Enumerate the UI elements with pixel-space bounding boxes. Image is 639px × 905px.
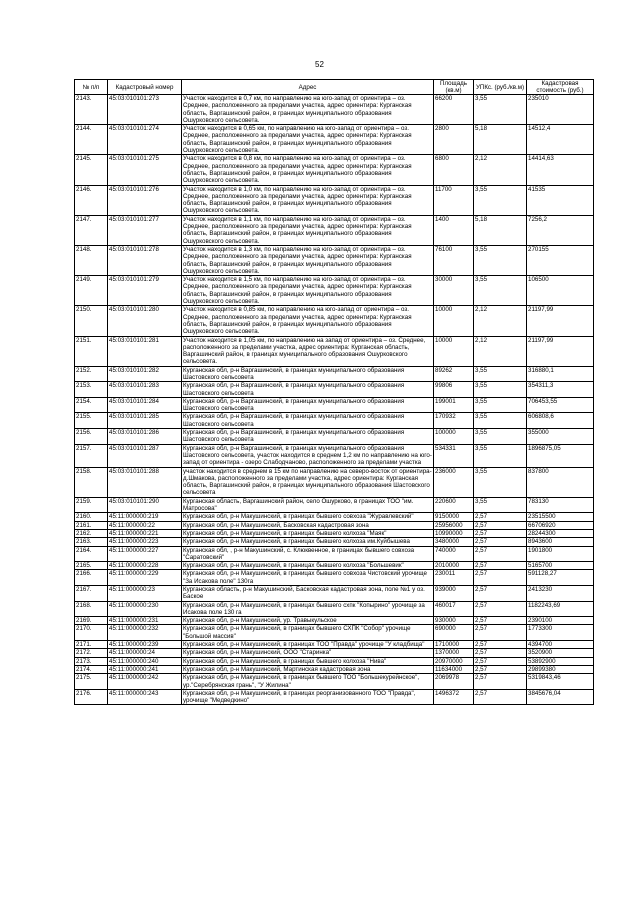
table-row bbox=[75, 570, 594, 586]
cell-num: 2173. bbox=[75, 657, 108, 665]
table-row bbox=[75, 649, 594, 657]
cell-address: Курганская обл, р-н Макушинский, в границах бывшего колхоза им.Куйбышева bbox=[182, 538, 434, 546]
cell-upks: 3,55 bbox=[474, 366, 527, 382]
cell-upks: 3,55 bbox=[474, 382, 527, 398]
cell-num: 2146. bbox=[75, 185, 108, 215]
cell-cadastral-number: 45:03:010101:284 bbox=[108, 397, 182, 413]
cell-num: 2158. bbox=[75, 467, 108, 497]
cell-value: 5165700 bbox=[527, 562, 594, 570]
cell-num: 2147. bbox=[75, 215, 108, 245]
cell-cadastral-number: 45:11:000000:229 bbox=[108, 570, 182, 586]
cell-upks: 2,57 bbox=[474, 674, 527, 690]
cell-area: 1496372 bbox=[434, 689, 474, 705]
cell-num: 2144. bbox=[75, 125, 108, 155]
cell-address: Участок находится в 1,05 км, по направлению на запад от ориентира – оз. Среднее, расположенного за пределами участка, адрес ориентира: Курганская область, Варгашинский район, в границах муниципального образования Ошурковского сельсовета. bbox=[182, 336, 434, 366]
cell-area: 534331 bbox=[434, 444, 474, 467]
cell-area: 100000 bbox=[434, 429, 474, 445]
cell-area: 740000 bbox=[434, 546, 474, 562]
cell-upks: 2,57 bbox=[474, 665, 527, 673]
cell-num: 2163. bbox=[75, 538, 108, 546]
cell-num: 2143. bbox=[75, 95, 108, 125]
cell-num: 2145. bbox=[75, 155, 108, 185]
cell-num: 2167. bbox=[75, 586, 108, 602]
cell-num: 2162. bbox=[75, 529, 108, 537]
cell-upks: 3,55 bbox=[474, 444, 527, 467]
cell-upks: 2,12 bbox=[474, 155, 527, 185]
cell-area: 11634000 bbox=[434, 665, 474, 673]
table-row bbox=[75, 444, 594, 467]
cell-area: 10000 bbox=[434, 306, 474, 336]
cell-num: 2150. bbox=[75, 306, 108, 336]
cell-area: 690000 bbox=[434, 625, 474, 641]
cell-value: 7256,2 bbox=[527, 215, 594, 245]
cell-value: 21197,99 bbox=[527, 336, 594, 366]
cell-upks: 2,57 bbox=[474, 649, 527, 657]
cell-cadastral-number: 45:11:000000:223 bbox=[108, 538, 182, 546]
cell-area: 199001 bbox=[434, 397, 474, 413]
header-address: Адрес bbox=[182, 80, 434, 95]
cell-value: 1773300 bbox=[527, 625, 594, 641]
cell-cadastral-number: 45:11:000000:219 bbox=[108, 513, 182, 521]
cell-num: 2155. bbox=[75, 413, 108, 429]
cell-upks: 3,55 bbox=[474, 429, 527, 445]
cell-area: 9150000 bbox=[434, 513, 474, 521]
cell-area: 930000 bbox=[434, 617, 474, 625]
cell-cadastral-number: 45:03:010101:286 bbox=[108, 429, 182, 445]
cell-upks: 2,57 bbox=[474, 521, 527, 529]
cell-address: Курганская обл, р-н Макушинский, Мартинская кадастровая зона bbox=[182, 665, 434, 673]
cell-upks: 2,57 bbox=[474, 529, 527, 537]
cell-cadastral-number: 45:11:000000:227 bbox=[108, 546, 182, 562]
cell-address: Участок находится в 0,65 км, по направлению на юго-запад от ориентира – оз. Среднее, расположенного за пределами участка, адрес ориентира: Курганская область, Варгашинский район, в границах муниципального образования Ошурковского сельсовета. bbox=[182, 125, 434, 155]
table-body bbox=[75, 95, 594, 705]
cell-num: 2159. bbox=[75, 497, 108, 513]
cell-cadastral-number: 45:11:000000:232 bbox=[108, 625, 182, 641]
header-area: Площадь (кв.м) bbox=[434, 80, 474, 95]
cell-upks: 3,55 bbox=[474, 413, 527, 429]
cell-area: 236000 bbox=[434, 467, 474, 497]
cell-cadastral-number: 45:11:000000:242 bbox=[108, 674, 182, 690]
table-row bbox=[75, 657, 594, 665]
cell-upks: 2,57 bbox=[474, 562, 527, 570]
cell-area: 89262 bbox=[434, 366, 474, 382]
cell-address: Курганская обл, р-н Макушинский, в границах бывшего схпк "Копырино" урочище за Исакова поле 130 га bbox=[182, 601, 434, 617]
cell-value: 270155 bbox=[527, 245, 594, 275]
cell-cadastral-number: 45:03:010101:281 bbox=[108, 336, 182, 366]
cell-address: Курганская обл, р-н Варгашинский, в границах муниципального образования Шастовского сельсовета bbox=[182, 382, 434, 398]
cell-upks: 2,57 bbox=[474, 570, 527, 586]
cell-address: Участок находится в 1,1 км, по направлению на юго-запад от ориентира – оз. Среднее, расположенного за пределами участка, адрес ориентира: Курганская область, Варгашинский район, в границах муниципального образования Ошурковского сельсовета. bbox=[182, 215, 434, 245]
cell-address: Курганская обл, р-н Макушинский, в границах бывшего колхоза "Нива" bbox=[182, 657, 434, 665]
cell-address: Участок находится в 0,85 км, по направлению на юго-запад от ориентира – оз. Среднее, расположенного за пределами участка, адрес ориентира: Курганская область, Варгашинский район, в границах муниципального образования Ошурковского сельсовета. bbox=[182, 306, 434, 336]
cell-address: Курганская обл, р-н Макушинский, в границах ТОО "Правда" урочище "У кладбища" bbox=[182, 641, 434, 649]
cell-upks: 2,57 bbox=[474, 513, 527, 521]
cell-address: Курганская область, Варгашинский район, село Ошурково, в границах ТОО "им. Матросова" bbox=[182, 497, 434, 513]
cell-num: 2156. bbox=[75, 429, 108, 445]
cell-area: 11700 bbox=[434, 185, 474, 215]
cell-value: 8943600 bbox=[527, 538, 594, 546]
table-row bbox=[75, 562, 594, 570]
cell-num: 2168. bbox=[75, 601, 108, 617]
cell-cadastral-number: 45:03:010101:275 bbox=[108, 155, 182, 185]
cell-num: 2161. bbox=[75, 521, 108, 529]
table-row bbox=[75, 125, 594, 155]
cell-area: 20970000 bbox=[434, 657, 474, 665]
cell-address: Курганская обл, р-н Макушинский, в границах бывшего ТОО "Большекурейнское", ур."Серебрянская грань", "У Жилина" bbox=[182, 674, 434, 690]
cell-value: 14414,63 bbox=[527, 155, 594, 185]
cell-cadastral-number: 45:11:000000:243 bbox=[108, 689, 182, 705]
table-row bbox=[75, 513, 594, 521]
cell-value: 66706920 bbox=[527, 521, 594, 529]
cell-address: Курганская область, р-н Макушинский, Басковская кадастровая зона, поле №1 у оз. Баское bbox=[182, 586, 434, 602]
cell-area: 66200 bbox=[434, 95, 474, 125]
cell-area: 3480000 bbox=[434, 538, 474, 546]
table-row bbox=[75, 95, 594, 125]
cell-num: 2148. bbox=[75, 245, 108, 275]
cell-cadastral-number: 45:03:010101:274 bbox=[108, 125, 182, 155]
cell-value: 3845676,04 bbox=[527, 689, 594, 705]
cell-address: Участок находится в 1,5 км, по направлению на юго-запад от ориентира – оз. Среднее, расположенного за пределами участка, адрес ориентира: Курганская область, Варгашинский район, в границах муниципального образования Ошурковского сельсовета. bbox=[182, 276, 434, 306]
cell-value: 783130 bbox=[527, 497, 594, 513]
cell-upks: 3,55 bbox=[474, 185, 527, 215]
cell-value: 106500 bbox=[527, 276, 594, 306]
cell-address: Участок находится в 1,0 км, по направлению на юго-запад от ориентира – оз. Среднее, расположенного за пределами участка, адрес ориентира: Курганская область, Варгашинский район, в границах муниципального образования Ошурковского сельсовета. bbox=[182, 185, 434, 215]
table-row bbox=[75, 245, 594, 275]
cell-area: 939000 bbox=[434, 586, 474, 602]
cell-address: Курганская обл, , р-н Макушинский, с. Клюквенное, в границах бывшего совхоза "Саратовский" bbox=[182, 546, 434, 562]
cell-num: 2153. bbox=[75, 382, 108, 398]
cell-num: 2164. bbox=[75, 546, 108, 562]
cell-value: 3520900 bbox=[527, 649, 594, 657]
cell-value: 235010 bbox=[527, 95, 594, 125]
table-row bbox=[75, 586, 594, 602]
cell-num: 2151. bbox=[75, 336, 108, 366]
cell-area: 30000 bbox=[434, 276, 474, 306]
cell-num: 2154. bbox=[75, 397, 108, 413]
table-row bbox=[75, 546, 594, 562]
cell-value: 1182243,69 bbox=[527, 601, 594, 617]
page-number: 52 bbox=[315, 60, 324, 69]
cell-cadastral-number: 45:03:010101:276 bbox=[108, 185, 182, 215]
table-row bbox=[75, 497, 594, 513]
table-row bbox=[75, 155, 594, 185]
table-row bbox=[75, 674, 594, 690]
table-header-row bbox=[75, 80, 594, 95]
cell-cadastral-number: 45:11:000000:228 bbox=[108, 562, 182, 570]
cell-upks: 2,12 bbox=[474, 306, 527, 336]
table-row bbox=[75, 689, 594, 705]
table-row bbox=[75, 538, 594, 546]
header-upks: УПКс. (руб./кв.м) bbox=[474, 80, 527, 95]
cell-value: 21197,99 bbox=[527, 306, 594, 336]
cell-value: 591128,27 bbox=[527, 570, 594, 586]
cell-num: 2160. bbox=[75, 513, 108, 521]
cell-area: 10990000 bbox=[434, 529, 474, 537]
cell-value: 41535 bbox=[527, 185, 594, 215]
cell-num: 2169. bbox=[75, 617, 108, 625]
cell-value: 355000 bbox=[527, 429, 594, 445]
cell-cadastral-number: 45:11:000000:230 bbox=[108, 601, 182, 617]
cell-address: Курганская обл, р-н Макушинский, в границах бывшего совхоза "Журавлевский" bbox=[182, 513, 434, 521]
table-row bbox=[75, 185, 594, 215]
table-row bbox=[75, 382, 594, 398]
cell-upks: 2,57 bbox=[474, 538, 527, 546]
cell-area: 220600 bbox=[434, 497, 474, 513]
cell-upks: 3,55 bbox=[474, 467, 527, 497]
table-row bbox=[75, 625, 594, 641]
cell-address: Курганская обл, р-н Макушинский, в границах бывшего совхоза Чистовский урочище "За Исакова поле" 130га bbox=[182, 570, 434, 586]
cell-upks: 2,57 bbox=[474, 625, 527, 641]
cell-area: 99806 bbox=[434, 382, 474, 398]
cell-value: 837800 bbox=[527, 467, 594, 497]
table-row bbox=[75, 617, 594, 625]
cell-area: 1710000 bbox=[434, 641, 474, 649]
cell-cadastral-number: 45:11:000000:23 bbox=[108, 586, 182, 602]
table-row bbox=[75, 276, 594, 306]
cell-cadastral-number: 45:03:010101:278 bbox=[108, 245, 182, 275]
cell-address: Участок находится в 0,7 км, по направлению на юго-запад от ориентира – оз. Среднее, расположенного за пределами участка, адрес ориентира: Курганская область, Варгашинский район, в границах муниципального образования Ошурковского сельсовета. bbox=[182, 95, 434, 125]
cell-area: 2800 bbox=[434, 125, 474, 155]
cell-cadastral-number: 45:03:010101:279 bbox=[108, 276, 182, 306]
cell-num: 2157. bbox=[75, 444, 108, 467]
cell-address: Курганская обл, р-н Макушинский, ур. Травыкульское bbox=[182, 617, 434, 625]
cell-num: 2176. bbox=[75, 689, 108, 705]
cell-area: 1370000 bbox=[434, 649, 474, 657]
cell-address: Курганская обл, р-н Варгашинский, в границах муниципального образования Шастовского сельсовета bbox=[182, 366, 434, 382]
table-row bbox=[75, 521, 594, 529]
cell-upks: 2,57 bbox=[474, 641, 527, 649]
cell-value: 1901800 bbox=[527, 546, 594, 562]
header-num: № п/п bbox=[75, 80, 108, 95]
cell-upks: 2,57 bbox=[474, 617, 527, 625]
cell-address: Курганская обл, р-н Макушинский, в границах бывшего колхоза "Большевик" bbox=[182, 562, 434, 570]
cell-cadastral-number: 45:03:010101:288 bbox=[108, 467, 182, 497]
table-row bbox=[75, 397, 594, 413]
cell-upks: 2,57 bbox=[474, 657, 527, 665]
cell-cadastral-number: 45:11:000000:221 bbox=[108, 529, 182, 537]
cell-address: Курганская обл, р-н Макушинский, в границах бывшего СХПК "Собор" урочище "Большой массив" bbox=[182, 625, 434, 641]
cell-upks: 2,57 bbox=[474, 689, 527, 705]
cell-num: 2165. bbox=[75, 562, 108, 570]
cell-cadastral-number: 45:03:010101:277 bbox=[108, 215, 182, 245]
header-cadastral-value: Кадастровая стоимость (руб.) bbox=[527, 80, 594, 95]
cell-value: 53892900 bbox=[527, 657, 594, 665]
cell-cadastral-number: 45:03:010101:283 bbox=[108, 382, 182, 398]
cell-area: 170932 bbox=[434, 413, 474, 429]
cell-value: 14512,4 bbox=[527, 125, 594, 155]
cadastral-table bbox=[74, 79, 594, 705]
cell-upks: 3,55 bbox=[474, 497, 527, 513]
cell-address: Курганская обл, р-н Макушинский, в границах реорганизованного ТОО "Правда", урочище "Медведкино" bbox=[182, 689, 434, 705]
cell-value: 28244300 bbox=[527, 529, 594, 537]
cell-cadastral-number: 45:03:010101:273 bbox=[108, 95, 182, 125]
cell-num: 2172. bbox=[75, 649, 108, 657]
cell-cadastral-number: 45:03:010101:280 bbox=[108, 306, 182, 336]
cell-value: 29899380 bbox=[527, 665, 594, 673]
cell-value: 2413230 bbox=[527, 586, 594, 602]
cell-cadastral-number: 45:11:000000:231 bbox=[108, 617, 182, 625]
cell-num: 2170. bbox=[75, 625, 108, 641]
table-row bbox=[75, 429, 594, 445]
cell-num: 2175. bbox=[75, 674, 108, 690]
cell-upks: 5,18 bbox=[474, 215, 527, 245]
cell-cadastral-number: 45:03:010101:282 bbox=[108, 366, 182, 382]
cell-area: 25956000 bbox=[434, 521, 474, 529]
cell-num: 2174. bbox=[75, 665, 108, 673]
cell-area: 76100 bbox=[434, 245, 474, 275]
cell-value: 2390100 bbox=[527, 617, 594, 625]
cell-area: 1400 bbox=[434, 215, 474, 245]
table-row bbox=[75, 366, 594, 382]
cell-address: Курганская обл, р-н Варгашинский, в границах муниципального образования Шастовского сельсовета bbox=[182, 397, 434, 413]
cell-num: 2149. bbox=[75, 276, 108, 306]
cell-cadastral-number: 45:11:000000:241 bbox=[108, 665, 182, 673]
cell-upks: 3,55 bbox=[474, 276, 527, 306]
cell-area: 10000 bbox=[434, 336, 474, 366]
cell-value: 1896875,05 bbox=[527, 444, 594, 467]
cell-address: участок находится в среднем в 15 км по направлению на северо-восток от ориентира-д.Шмакова, расположенного за пределами участка, адрес ориентира: Курганская область, Варгашинский район, в границах муниципального образования Шастовского сельсовета bbox=[183, 467, 432, 497]
cell-cadastral-number: 45:03:010101:290 bbox=[108, 497, 182, 513]
table-row bbox=[75, 529, 594, 537]
cell-area: 6800 bbox=[434, 155, 474, 185]
cell-address: Курганская обл, р-н Макушинский, ООО "Старинка" bbox=[182, 649, 434, 657]
table-row bbox=[75, 641, 594, 649]
cell-num: 2171. bbox=[75, 641, 108, 649]
cell-num: 2166. bbox=[75, 570, 108, 586]
cell-upks: 3,55 bbox=[474, 95, 527, 125]
cell-area: 2010000 bbox=[434, 562, 474, 570]
cell-upks: 2,57 bbox=[474, 601, 527, 617]
cell-address: Участок находится в 1,3 км, по направлению на юго-запад от ориентира – оз. Среднее, расположенного за пределами участка, адрес ориентира: Курганская область, Варгашинский район, в границах муниципального образования Ошурковского сельсовета. bbox=[182, 245, 434, 275]
header-cadastral-number: Кадастровый номер bbox=[108, 80, 182, 95]
cell-value: 316880,1 bbox=[527, 366, 594, 382]
cell-cadastral-number: 45:03:010101:287 bbox=[108, 444, 182, 467]
table-row bbox=[75, 601, 594, 617]
cell-area: 2069978 bbox=[434, 674, 474, 690]
cell-value: 354311,3 bbox=[527, 382, 594, 398]
cell-value: 706453,55 bbox=[527, 397, 594, 413]
cell-cadastral-number: 45:11:000000:239 bbox=[108, 641, 182, 649]
cell-cadastral-number: 45:11:000000:240 bbox=[108, 657, 182, 665]
table-row bbox=[75, 467, 594, 497]
cell-address: Курганская обл, р-н Варгашинский, в границах муниципального образования Шастовского сельсовета bbox=[182, 413, 434, 429]
table-row bbox=[75, 215, 594, 245]
cell-num: 2152. bbox=[75, 366, 108, 382]
cell-value: 5319843,46 bbox=[527, 674, 594, 690]
cell-value: 23515500 bbox=[527, 513, 594, 521]
cell-upks: 3,55 bbox=[474, 397, 527, 413]
cell-address: Участок находится в 0,8 км, по направлению на юго-запад от ориентира – оз. Среднее, расположенного за пределами участка, адрес ориентира: Курганская область, Варгашинский район, в границах муниципального образования Ошурковского сельсовета. bbox=[182, 155, 434, 185]
cell-upks: 2,57 bbox=[474, 546, 527, 562]
cell-upks: 3,55 bbox=[474, 245, 527, 275]
cell-address: Курганская обл, р-н Макушинский, Басковская кадастровая зона bbox=[182, 521, 434, 529]
cell-area: 460017 bbox=[434, 601, 474, 617]
cell-cadastral-number: 45:03:010101:285 bbox=[108, 413, 182, 429]
cell-area: 230011 bbox=[434, 570, 474, 586]
cell-upks: 2,12 bbox=[474, 336, 527, 366]
table-row bbox=[75, 413, 594, 429]
table-row bbox=[75, 336, 594, 366]
cell-value: 4394700 bbox=[527, 641, 594, 649]
cell-address: Курганская обл, р-н Макушинский, в границах бывшего колхоза "Маяк" bbox=[182, 529, 434, 537]
cell-address: Курганская обл, р-н Варгашинский, в границах муниципального образования Шастовского сельсовета, участок находится в среднем 1,2 км по направлению на юго-запад от ориентира - озеро Слабодчаново, расположенного за пределами участка bbox=[183, 444, 432, 467]
cell-value: 606808,6 bbox=[527, 413, 594, 429]
cell-cadastral-number: 45:11:000000:24 bbox=[108, 649, 182, 657]
table-row bbox=[75, 665, 594, 673]
table-row bbox=[75, 306, 594, 336]
cell-upks: 5,18 bbox=[474, 125, 527, 155]
cell-address: Курганская обл, р-н Варгашинский, в границах муниципального образования Шастовского сельсовета bbox=[182, 429, 434, 445]
cell-cadastral-number: 45:11:000000:22 bbox=[108, 521, 182, 529]
cell-upks: 2,57 bbox=[474, 586, 527, 602]
